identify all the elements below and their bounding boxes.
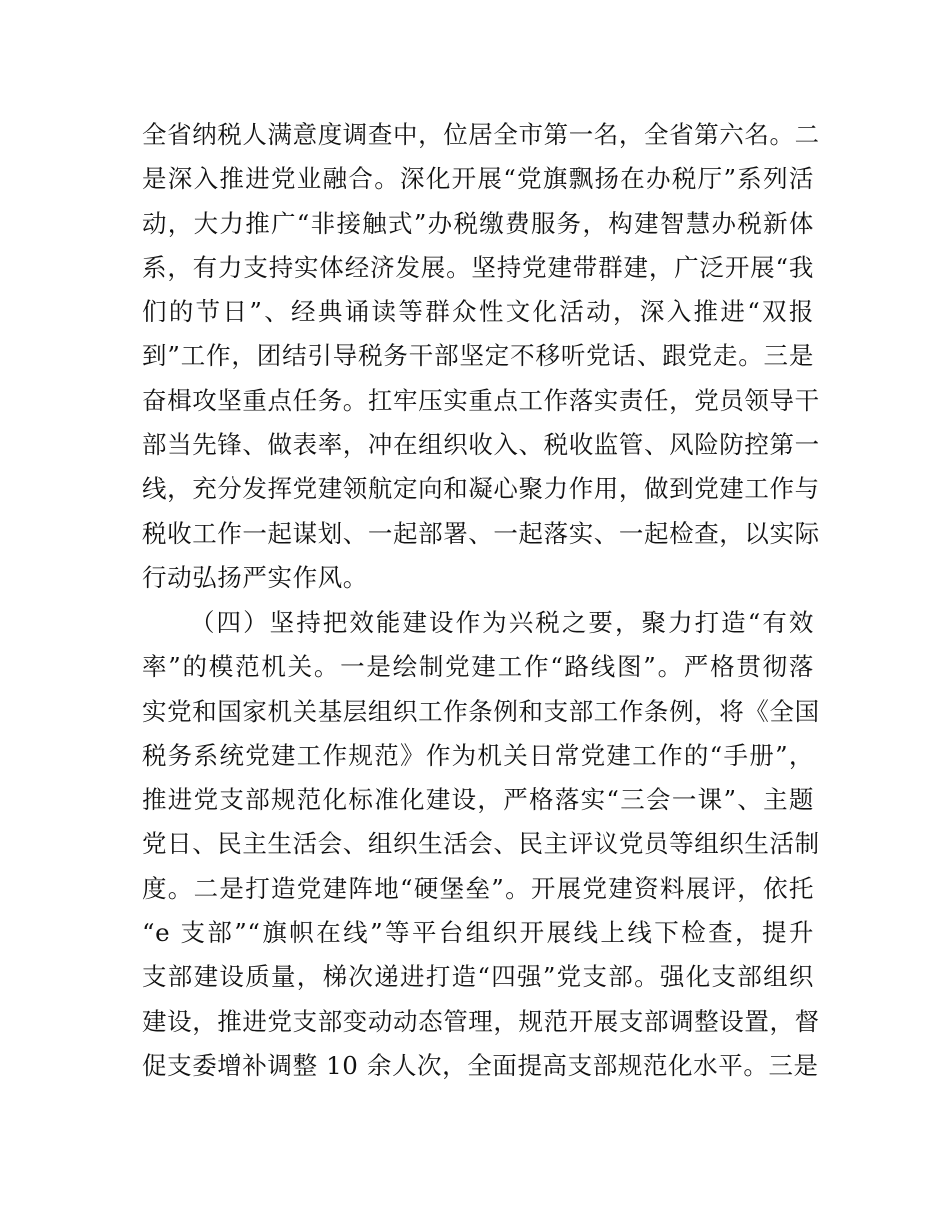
text-line: 到”工作，团结引导税务干部坚定不移听党话、跟党走。三是 xyxy=(142,341,814,371)
text-line: 党日、民主生活会、组织生活会、民主评议党员等组织生活制 xyxy=(142,829,820,859)
text-line: 动，大力推广“非接触式”办税缴费服务，构建智慧办税新体 xyxy=(142,208,814,238)
text-line: 行动弘扬严实作风。 xyxy=(142,562,368,592)
text-line: 奋楫攻坚重点任务。扛牢压实重点工作落实责任，党员领导干 xyxy=(142,385,820,415)
text-line: 税务系统党建工作规范》作为机关日常党建工作的“手册”， xyxy=(142,740,814,770)
text-line: 促支委增补调整 10 余人次，全面提高支部规范化水平。三是 xyxy=(142,1050,819,1080)
paragraph-efficiency-building xyxy=(142,601,820,1088)
text-line: 推进党支部规范化标准化建设，严格落实“三会一课”、主题 xyxy=(142,785,814,815)
text-line: 部当先锋、做表率，冲在组织收入、税收监管、风险防控第一 xyxy=(142,430,820,460)
text-line: 们的节日”、经典诵读等群众性文化活动，深入推进“双报 xyxy=(142,297,814,327)
text-line: 税收工作一起谋划、一起部署、一起落实、一起检查，以实际 xyxy=(142,518,820,548)
text-line: 实党和国家机关基层组织工作条例和支部工作条例，将《全国 xyxy=(142,696,820,726)
text-line: 全省纳税人满意度调查中，位居全市第一名，全省第六名。二 xyxy=(142,120,820,149)
text-line: 度。二是打造党建阵地“硬堡垒”。开展党建资料展评，依托 xyxy=(142,873,814,903)
text-line: 是深入推进党业融合。深化开展“党旗飘扬在办税厅”系列活 xyxy=(142,164,814,194)
text-line: 支部建设质量，梯次递进打造“四强”党支部。强化支部组织 xyxy=(142,962,814,992)
text-line: “e 支部”“旗帜在线”等平台组织开展线上线下检查，提升 xyxy=(142,918,814,948)
section-heading-line: （四）坚持把效能建设作为兴税之要，聚力打造“有效 xyxy=(190,608,814,637)
text-line: 率”的模范机关。一是绘制党建工作“路线图”。严格贯彻落 xyxy=(142,652,814,682)
text-line: 系，有力支持实体经济发展。坚持党建带群建，广泛开展“我 xyxy=(142,252,814,282)
text-line: 线，充分发挥党建领航定向和凝心聚力作用，做到党建工作与 xyxy=(142,474,820,504)
text-line: 建设，推进党支部变动动态管理，规范开展支部调整设置，督 xyxy=(142,1006,820,1036)
paragraph-party-integration xyxy=(142,113,820,600)
